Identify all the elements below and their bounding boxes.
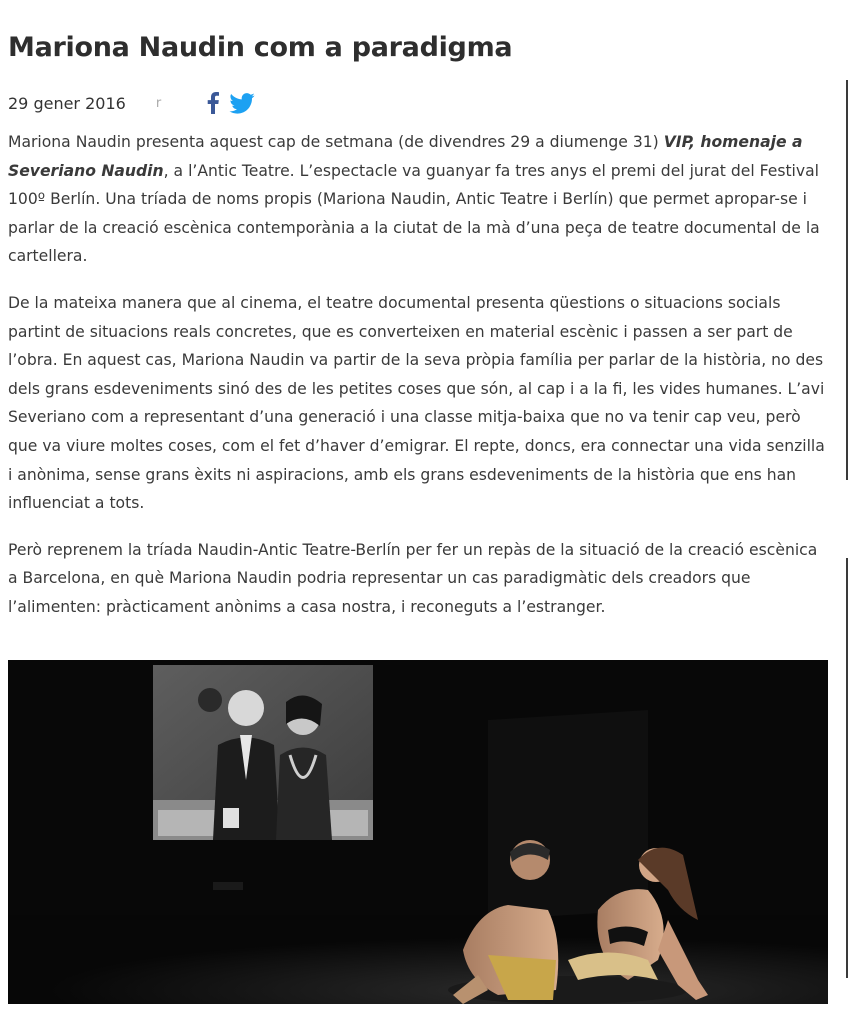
facebook-icon — [207, 92, 219, 114]
paragraph-1-intro: Mariona Naudin presenta aquest cap de setmana (de divendres 29 a diumenge 31) — [8, 133, 664, 151]
facebook-share-button[interactable] — [207, 92, 219, 114]
play-title: VIP, homenaje a Severiano Naudin — [8, 133, 803, 180]
meta-divider: r — [155, 95, 162, 111]
article-meta — [8, 88, 828, 118]
stage-scene — [8, 660, 828, 1004]
article-photo — [8, 660, 828, 1004]
article-body — [8, 128, 828, 622]
article-title: Mariona Naudin com a paradigma — [8, 32, 513, 63]
twitter-icon — [229, 93, 255, 114]
publish-date: 29 gener 2016 — [8, 93, 126, 113]
paragraph-1 — [8, 128, 828, 271]
twitter-share-button[interactable] — [229, 93, 255, 114]
sidebar-rule-top — [846, 80, 848, 480]
sidebar-rule-bottom — [846, 558, 848, 978]
article — [8, 0, 828, 640]
paragraph-3: Però reprenem la tríada Naudin-Antic Teatre-Berlín per fer un repàs de la situació de la creació escènica a Barcelona, en què Mariona Naudin podria representar un cas paradigmàtic dels creadors que l’alimenten: pràcticament anònims a casa nostra, i reconeguts a l’estranger. — [8, 540, 818, 616]
paragraph-1-rest: , a l’Antic Teatre. L’espectacle va guanyar fa tres anys el premi del jurat del Festival 100º Berlín. Una tríada de noms propis (Mariona Naudin, Antic Teatre i Berlín) que permet apropar-se i parlar de la creació escènica contemporània a la ciutat de la mà d’una peça de teatre documental de la cartellera. — [8, 161, 820, 266]
paragraph-2: De la mateixa manera que al cinema, el teatre documental presenta qüestions o situacions socials partint de situacions reals concretes, que es converteixen en material escènic i passen a ser part de l’obra. En aquest cas, Mariona Naudin va partir de la seva pròpia família per parlar de la història, no des dels grans esdeveniments sinó des de les petites coses que són, al cap i a la fi, les vides humanes. L’avi Severiano com a representant d’una generació i una classe mitja-baixa que no va tenir cap veu, però que va viure moltes coses, com el fet d’haver d’emigrar. El repte, doncs, era connectar una vida senzilla i anònima, sense grans èxits ni aspiracions, amb els grans esdeveniments de la història que ens han influenciat a tots. — [8, 293, 825, 513]
